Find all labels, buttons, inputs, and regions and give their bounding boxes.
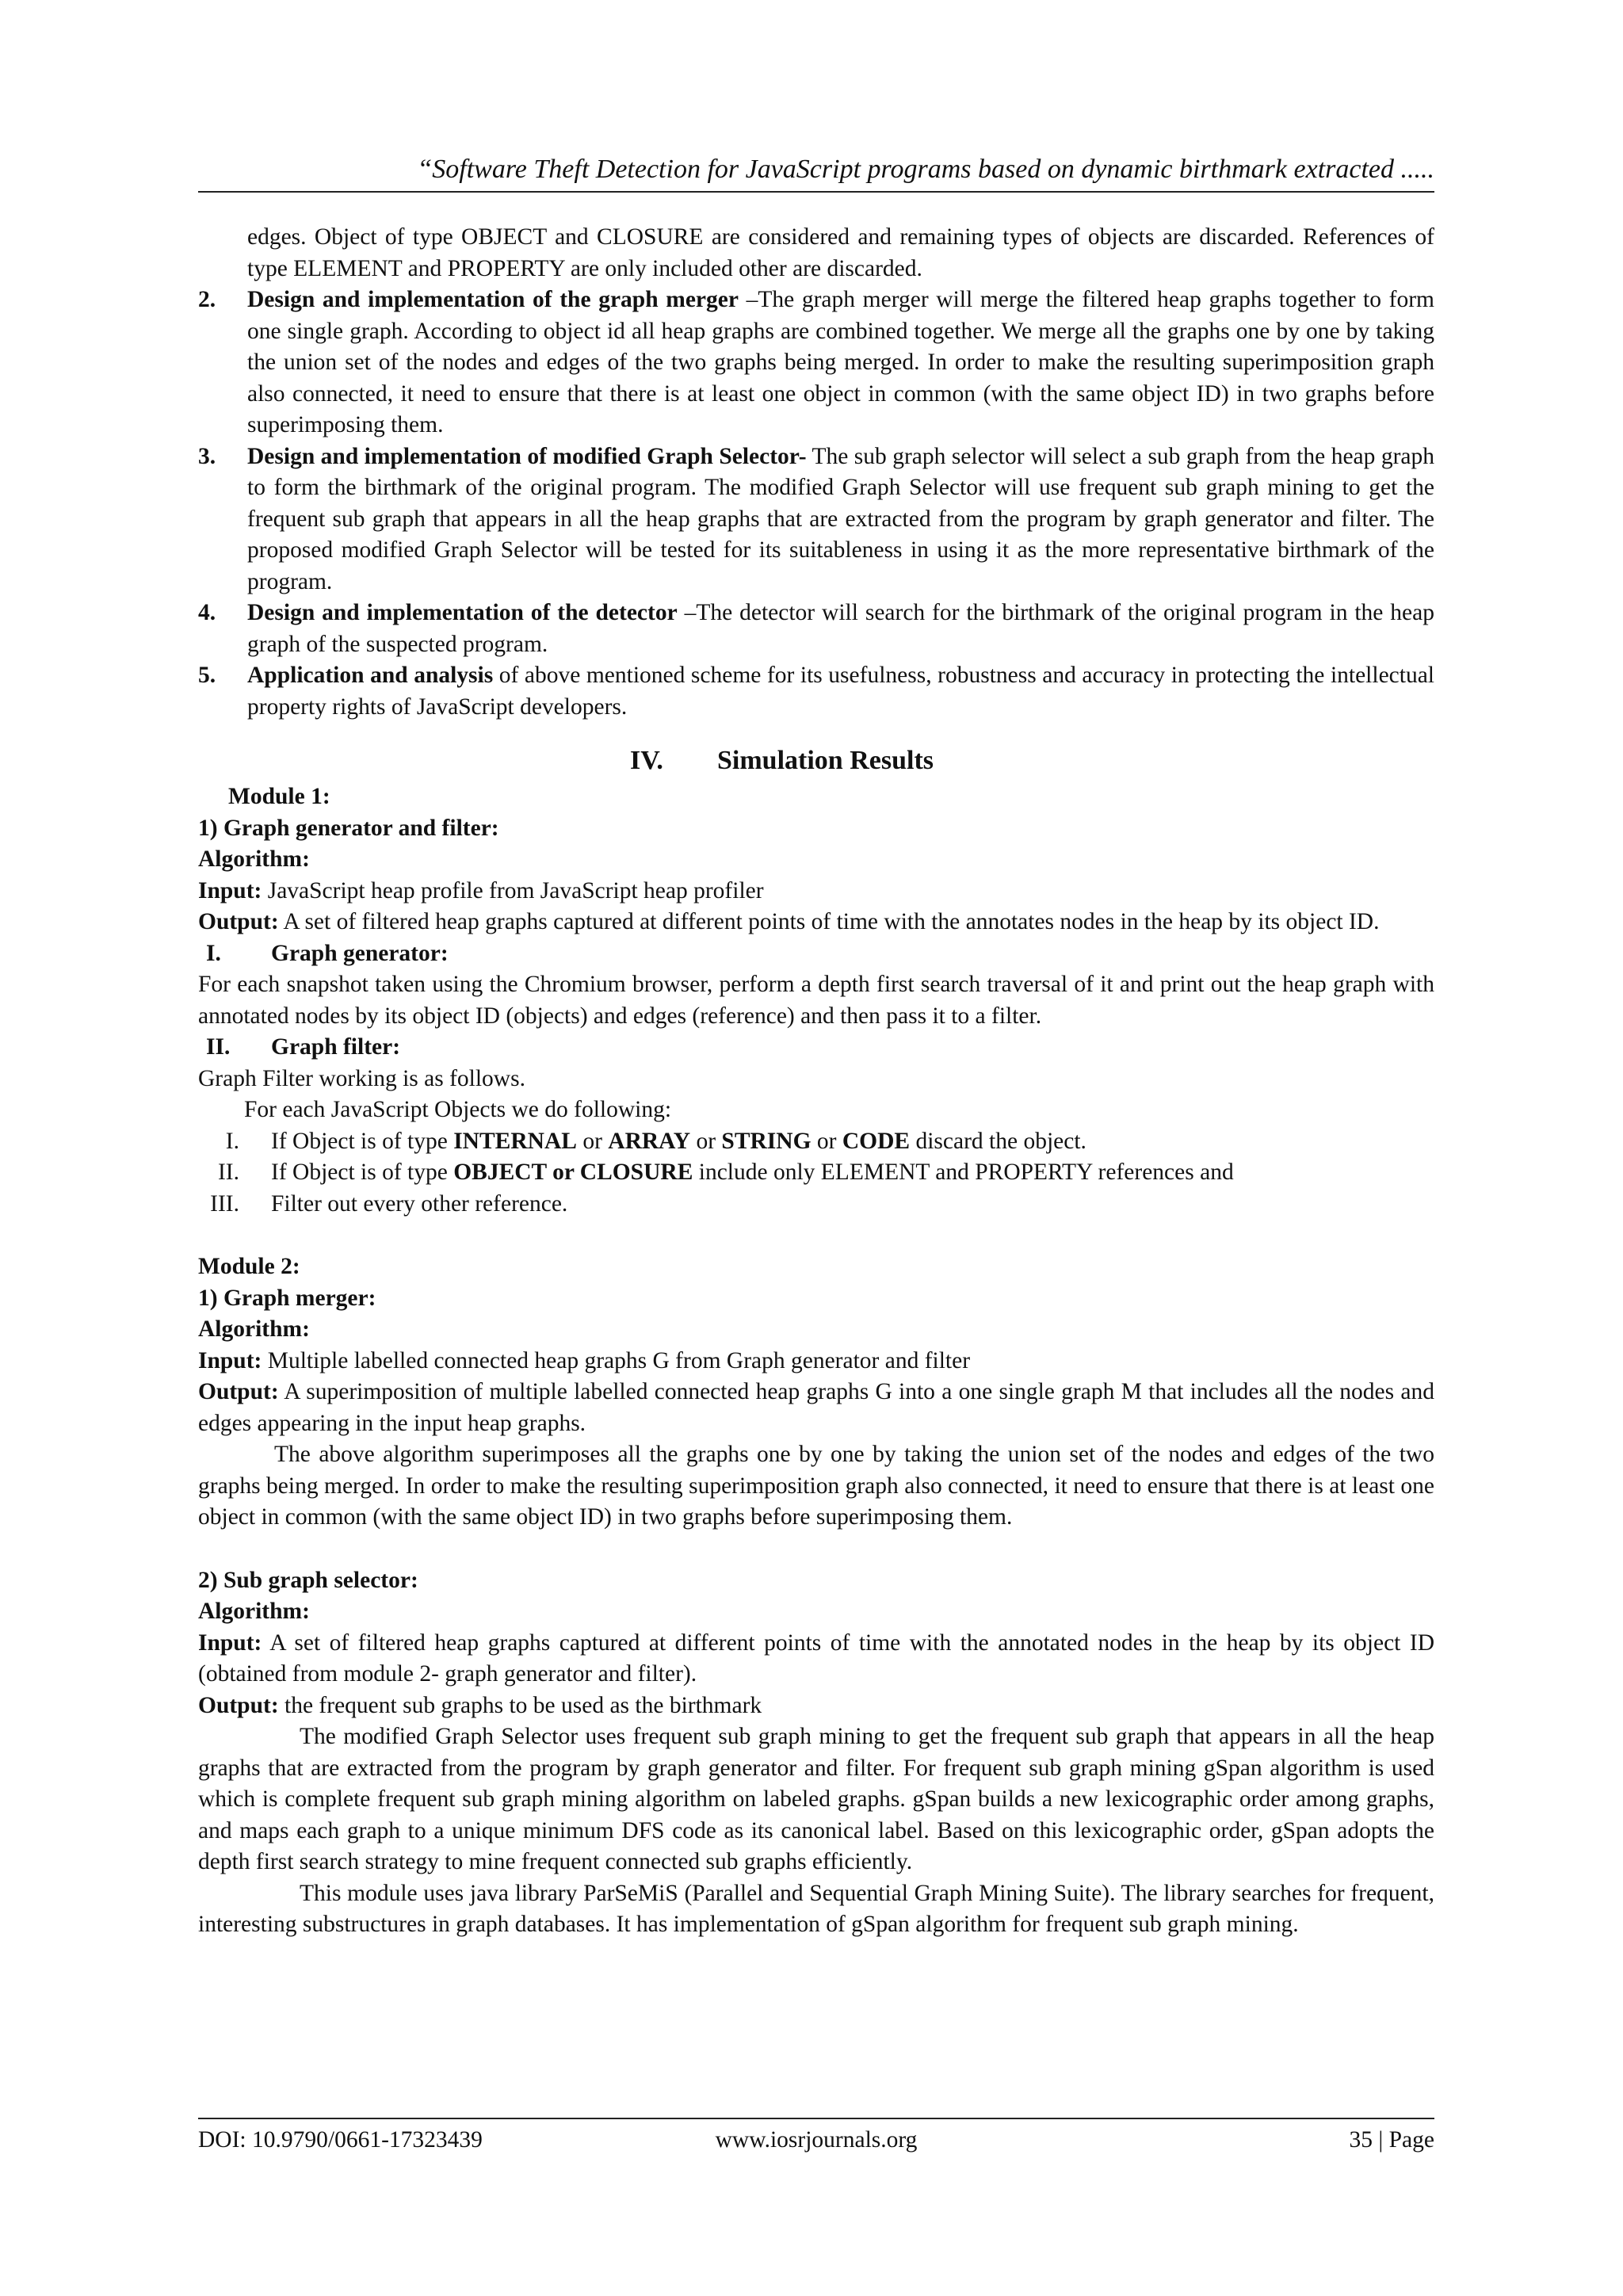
module-1-output bbox=[198, 907, 1434, 938]
item-bold-lead: Design and implementation of modified Graph Selector- bbox=[247, 443, 807, 469]
filter-step bbox=[198, 1189, 1434, 1221]
step-text-part: or bbox=[576, 1128, 609, 1154]
footer-rule bbox=[198, 2118, 1434, 2119]
step-keyword: CODE bbox=[842, 1128, 911, 1154]
numbered-item-5 bbox=[198, 660, 1434, 723]
sub-graph-selector-paragraph-2: This module uses java library ParSeMiS (Parallel and Sequential Graph Mining Suite). The library searches for frequent, interesting substructures in graph databases. It has implementation of gSpan algorithm for frequent sub graph mining. bbox=[198, 1880, 1434, 1937]
module-2-subheading: 1) Graph merger: bbox=[198, 1285, 376, 1311]
algorithm-label: Algorithm: bbox=[198, 1599, 310, 1624]
step-text bbox=[271, 1157, 1434, 1189]
step-text bbox=[271, 1126, 1434, 1158]
header-rule bbox=[198, 191, 1434, 193]
input-label: Input: bbox=[198, 1629, 262, 1656]
item-bold-lead: Design and implementation of the detector bbox=[247, 600, 678, 625]
output-text: A set of filtered heap graphs captured at different points of time with the annotates nodes in the heap by its object ID. bbox=[278, 909, 1380, 934]
module-1-heading: Module 1: bbox=[228, 784, 330, 809]
module-2-input bbox=[198, 1346, 1434, 1377]
input-text: A set of filtered heap graphs captured at different points of time with the annotated nodes in the heap by its object ID (obtained from module 2- graph generator and filter). bbox=[198, 1629, 1434, 1687]
item-rest: –The detector will search for the birthmark of the original program in the heap graph of the suspected program. bbox=[247, 600, 1434, 657]
step-text-part: Filter out every other reference. bbox=[271, 1190, 568, 1217]
step-numeral: II. bbox=[217, 1159, 239, 1185]
input-text: Multiple labelled connected heap graphs G from Graph generator and filter bbox=[262, 1347, 971, 1373]
roman-numeral: II. bbox=[206, 1034, 231, 1060]
filter-step bbox=[198, 1126, 1434, 1158]
numbered-item-3 bbox=[198, 441, 1434, 598]
output-text: A superimposition of multiple labelled connected heap graphs G into a one single graph M that includes all the nodes and edges appearing in the input heap graphs. bbox=[198, 1379, 1434, 1436]
sub-graph-selector-paragraph-1: The modified Graph Selector uses frequent sub graph mining to get the frequent sub graph that appears in all the heap graphs that are extracted from the program by graph generator and filter. For frequent sub graph mining gSpan algorithm is used which is complete frequent sub graph mining algorithm on labeled graphs. gSpan builds a new lexicographic order among graphs, and maps each graph to a unique minimum DFS code as its canonical label. Based on this lexicographic order, gSpan adopts the depth first search strategy to mine frequent connected sub graphs efficiently. bbox=[198, 1724, 1434, 1874]
item-bold-lead: Design and implementation of the graph merger bbox=[247, 287, 739, 312]
step-numeral: I. bbox=[225, 1128, 239, 1154]
step-text-part: If Object is of type bbox=[271, 1128, 454, 1154]
spacer bbox=[198, 1220, 1434, 1251]
numbered-item-2 bbox=[198, 285, 1434, 441]
input-label: Input: bbox=[198, 1347, 262, 1373]
graph-filter-heading bbox=[198, 1032, 1434, 1064]
running-header: “Software Theft Detection for JavaScript programs based on dynamic birthmark extracted ..... bbox=[417, 155, 1434, 184]
module-1-subheading: 1) Graph generator and filter: bbox=[198, 815, 499, 841]
item-number: 2. bbox=[198, 287, 216, 312]
graph-generator-title: Graph generator: bbox=[271, 940, 449, 966]
module-1-input bbox=[198, 876, 1434, 907]
step-keyword: ARRAY bbox=[608, 1128, 691, 1154]
input-label: Input: bbox=[198, 877, 262, 904]
graph-generator-heading bbox=[198, 938, 1434, 970]
module-2-paragraph: The above algorithm superimposes all the graphs one by one by taking the union set of the nodes and edges of the two graphs being merged. In order to make the resulting superimposition graph also connected, it need to ensure that there is at least one object in common (with the same object ID) in two graphs before superimposing them. bbox=[198, 1442, 1434, 1530]
numbered-item-4 bbox=[198, 598, 1434, 660]
section-heading bbox=[198, 743, 1434, 778]
output-label: Output: bbox=[198, 1379, 279, 1404]
filter-step bbox=[198, 1157, 1434, 1189]
module-2-heading: Module 2: bbox=[198, 1254, 300, 1279]
graph-generator-text: For each snapshot taken using the Chromium browser, perform a depth first search traversal of it and print out the heap graph with annotated nodes by its object ID (objects) and edges (reference) and then pass it to a filter. bbox=[198, 972, 1434, 1029]
sub-graph-selector-input bbox=[198, 1628, 1434, 1690]
item-number: 4. bbox=[198, 600, 216, 625]
page-body bbox=[198, 222, 1434, 1941]
output-label: Output: bbox=[198, 909, 279, 934]
item-text bbox=[247, 598, 1434, 660]
roman-numeral: I. bbox=[206, 940, 221, 966]
item-number: 5. bbox=[198, 663, 216, 688]
graph-filter-title: Graph filter: bbox=[271, 1034, 401, 1060]
input-text: JavaScript heap profile from JavaScript heap profiler bbox=[262, 877, 764, 904]
intro-continuation: edges. Object of type OBJECT and CLOSURE are considered and remaining types of objects are discarded. References of type ELEMENT and PROPERTY are only included other are discarded. bbox=[247, 224, 1434, 281]
step-keyword: INTERNAL bbox=[453, 1128, 577, 1154]
footer-page-number: 35 | Page bbox=[1349, 2127, 1434, 2153]
algorithm-label: Algorithm: bbox=[198, 1316, 310, 1342]
step-numeral: III. bbox=[210, 1190, 239, 1217]
footer-website-link[interactable]: www.iosrjournals.org bbox=[715, 2127, 918, 2153]
section-number: IV. bbox=[630, 746, 663, 775]
graph-filter-for-each: For each JavaScript Objects we do following: bbox=[244, 1097, 672, 1122]
item-number: 3. bbox=[198, 443, 216, 469]
step-text-part: discard the object. bbox=[910, 1128, 1086, 1154]
item-text bbox=[247, 660, 1434, 723]
sub-graph-selector-heading: 2) Sub graph selector: bbox=[198, 1567, 418, 1593]
graph-filter-intro: Graph Filter working is as follows. bbox=[198, 1065, 525, 1091]
output-text: the frequent sub graphs to be used as the birthmark bbox=[278, 1692, 762, 1718]
module-2-output bbox=[198, 1377, 1434, 1439]
item-rest: The sub graph selector will select a sub graph from the heap graph to form the birthmark of the original program. The modified Graph Selector will use frequent sub graph mining to get the frequent sub graph that appears in all the heap graphs that are extracted from the program by graph generator and filter. The proposed modified Graph Selector will be tested for its suitableness in using it as the more representative birthmark of the program. bbox=[247, 443, 1435, 594]
item-rest: –The graph merger will merge the filtered heap graphs together to form one single graph. According to object id all heap graphs are combined together. We merge all the graphs one by one by taking the union set of the nodes and edges of the two graphs being merged. In order to make the resulting superimposition graph also connected, it need to ensure that there is at least one object in common (with the same object ID) in two graphs before superimposing them. bbox=[247, 287, 1434, 437]
step-keyword: OBJECT or CLOSURE bbox=[453, 1159, 693, 1185]
footer-doi: DOI: 10.9790/0661-17323439 bbox=[198, 2127, 483, 2153]
section-title: Simulation Results bbox=[717, 746, 934, 775]
algorithm-label: Algorithm: bbox=[198, 846, 310, 872]
item-text bbox=[247, 285, 1434, 441]
step-keyword: STRING bbox=[721, 1128, 812, 1154]
item-rest: of above mentioned scheme for its usefulness, robustness and accuracy in protecting the intellectual property rights of JavaScript developers. bbox=[247, 663, 1434, 720]
output-label: Output: bbox=[198, 1692, 279, 1718]
step-text-part: If Object is of type bbox=[271, 1159, 454, 1185]
spacer bbox=[198, 1534, 1434, 1565]
sub-graph-selector-output bbox=[198, 1690, 1434, 1722]
step-text-part: or bbox=[690, 1128, 722, 1154]
step-text-part: or bbox=[811, 1128, 842, 1154]
step-text bbox=[271, 1189, 1434, 1221]
item-text bbox=[247, 441, 1434, 598]
item-bold-lead: Application and analysis bbox=[247, 663, 494, 688]
step-text-part: include only ELEMENT and PROPERTY references and bbox=[693, 1159, 1234, 1185]
